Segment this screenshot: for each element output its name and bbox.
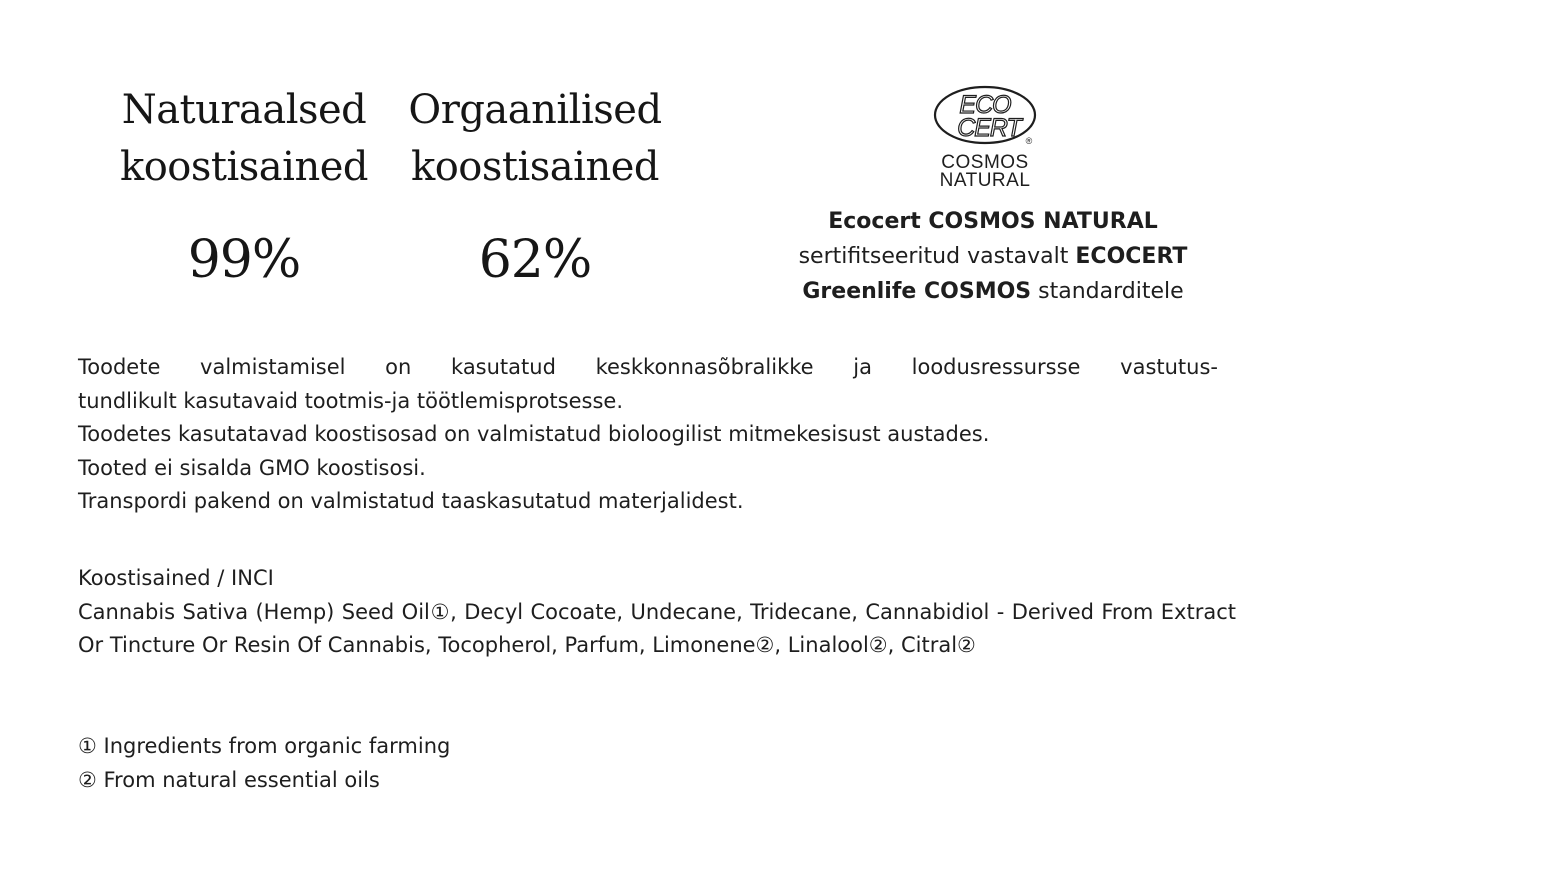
stat-label-line2: koostisained [119, 144, 368, 190]
ingredients-heading: Koostisained / INCI [78, 566, 274, 590]
certification-line2 [760, 239, 1226, 274]
description-line: Tooted ei sisalda GMO koostisosi. [78, 455, 426, 480]
certification-line1 [760, 204, 1226, 239]
ingredients-section [78, 562, 1236, 663]
ecocert-emblem-line2: CERT [957, 114, 1021, 142]
ecocert-emblem-line1: ECO [959, 91, 1011, 119]
footnotes [78, 730, 1218, 797]
registered-mark: ® [1025, 136, 1033, 146]
stat-label [404, 82, 666, 196]
ecocert-caption-line1: COSMOS [941, 152, 1029, 173]
certification-block [760, 84, 1226, 309]
description-line: Toodete valmistamisel on kasutatud keskkonnasõbralikke ja loodusressursse vastutus- [78, 355, 1218, 379]
stat-label-line1: Naturaalsed [121, 87, 367, 133]
description-line: tundlikult kasutavaid tootmis-ja töötlemisprotsesse. [78, 388, 623, 413]
stat-label-line2: koostisained [410, 144, 659, 190]
certification-body: ECOCERT [1075, 244, 1188, 269]
certification-standard: Greenlife COSMOS [802, 279, 1032, 304]
footnote-organic: ① Ingredients from organic farming [78, 734, 451, 758]
product-description [78, 351, 1218, 519]
certification-name: Ecocert COSMOS NATURAL [828, 209, 1158, 234]
ecocert-caption-line2: NATURAL [939, 170, 1031, 188]
footnote-essential-oils: ② From natural essential oils [78, 767, 380, 792]
ingredients-list: Cannabis Sativa (Hemp) Seed Oil①, Decyl Cocoate, Undecane, Tridecane, Cannabidiol - Derived From Extract Or Tincture Or Resin Of Cannabis, Tocopherol, Parfum, Limonene②, Linalool②, Citral② [78, 599, 1236, 657]
certification-line3 [760, 274, 1226, 309]
stat-natural-ingredients [110, 82, 378, 290]
ecocert-logo [933, 84, 1053, 188]
certification-line3-text: standarditele [1031, 279, 1184, 304]
description-line: Toodetes kasutatavad koostisosad on valmistatud bioloogilist mitmekesisust austades. [78, 422, 990, 446]
certification-line2-text: sertifitseeritud vastavalt [798, 244, 1076, 269]
stat-organic-ingredients [404, 82, 666, 290]
stat-value: 99% [187, 230, 301, 290]
stat-value: 62% [478, 230, 592, 290]
stat-label-line1: Orgaanilised [408, 87, 662, 133]
certification-text [760, 204, 1226, 309]
description-line: Transpordi pakend on valmistatud taaskasutatud materjalidest. [78, 489, 744, 513]
stat-label [110, 82, 378, 196]
